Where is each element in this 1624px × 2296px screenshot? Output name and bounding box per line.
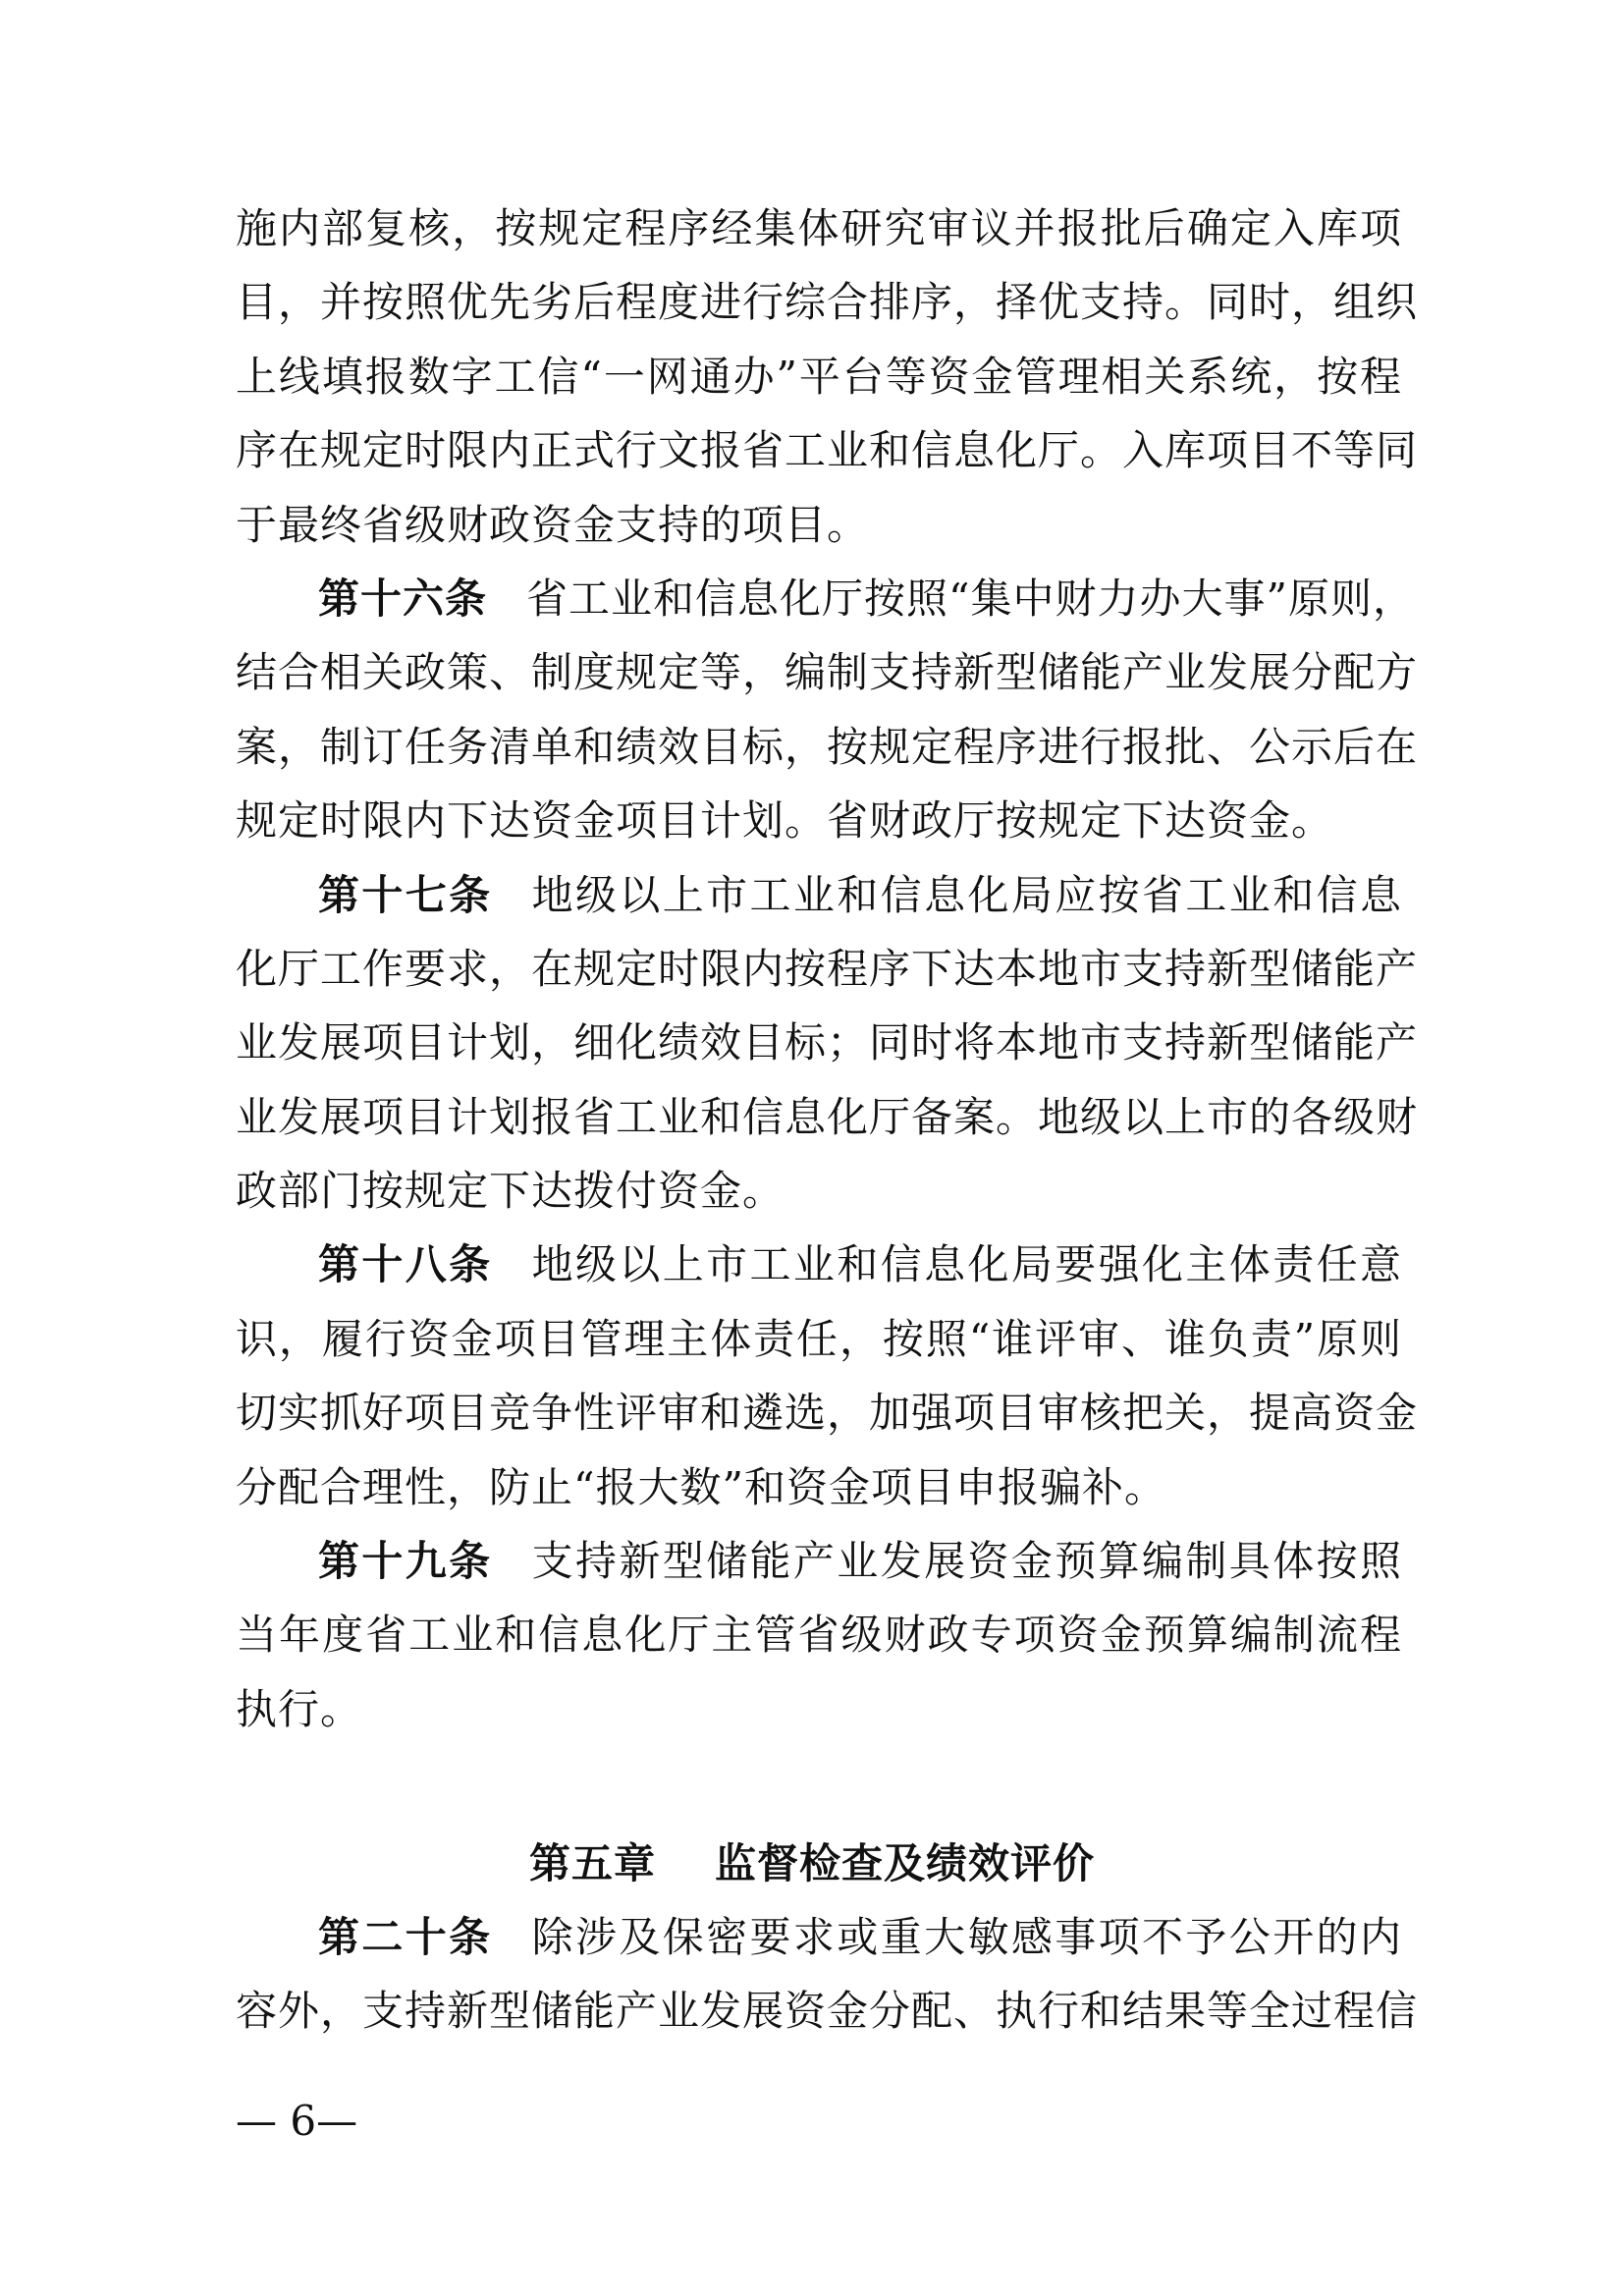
article-17-text: 地级以上市工业和信息化局应按省工业和信息 — [531, 870, 1402, 919]
text-line: 规定时限内下达资金项目计划。省财政厅按规定下达资金。 — [236, 796, 1334, 846]
article-20-text: 除涉及保密要求或重大敏感事项不予公开的内 — [531, 1913, 1402, 1961]
text-line: 当年度省工业和信息化厅主管省级财政专项资金预算编制流程 — [236, 1611, 1402, 1660]
article-16-text: 省工业和信息化厅按照“集中财力办大事”原则， — [526, 574, 1415, 623]
text-line: 业发展项目计划报省工业和信息化厅备案。地级以上市的各级财 — [236, 1092, 1419, 1141]
text-line: 于最终省级财政资金支持的项目。 — [236, 500, 870, 549]
text-line: 案，制订任务清单和绩效目标，按规定程序进行报批、公示后在 — [236, 722, 1419, 771]
lower-body-text — [236, 1900, 1419, 2049]
page-number: — 6— — [236, 2097, 358, 2145]
article-17-first-line — [236, 858, 1402, 932]
text-line: 识，履行资金项目管理主体责任，按照“谁评审、谁负责”原则 — [236, 1314, 1402, 1363]
article-17-label: 第十七条 — [318, 870, 493, 919]
text-line: 执行。 — [236, 1684, 363, 1733]
text-line: 施内部复核，按规定程序经集体研究审议并报批后确定入库项 — [236, 204, 1402, 252]
text-line: 分配合理性，防止“报大数”和资金项目申报骗补。 — [236, 1462, 1166, 1511]
article-16-first-line — [236, 562, 1415, 635]
chapter-number: 第五章 — [528, 1839, 656, 1887]
article-20-label: 第二十条 — [318, 1913, 493, 1961]
article-16-label: 第十六条 — [318, 574, 488, 623]
text-line: 容外，支持新型储能产业发展资金分配、执行和结果等全过程信 — [236, 1987, 1419, 2036]
article-18-first-line — [236, 1228, 1402, 1301]
text-line: 化厅工作要求，在规定时限内按程序下达本地市支持新型储能产 — [236, 944, 1419, 993]
text-line: 目，并按照优先劣后程度进行综合排序，择优支持。同时，组织 — [236, 278, 1419, 327]
article-18-label: 第十八条 — [318, 1240, 493, 1289]
text-line: 政部门按规定下达拨付资金。 — [236, 1167, 785, 1216]
article-18-text: 地级以上市工业和信息化局要强化主体责任意 — [531, 1240, 1402, 1289]
article-19-label: 第十九条 — [318, 1537, 493, 1586]
text-line: 序在规定时限内正式行文报省工业和信息化厅。入库项目不等同 — [236, 426, 1419, 475]
article-19-text: 支持新型储能产业发展资金预算编制具体按照 — [531, 1537, 1402, 1586]
text-line: 上线填报数字工信“一网通办”平台等资金管理相关系统，按程 — [236, 352, 1402, 401]
article-19-first-line — [236, 1524, 1402, 1598]
chapter-title-text: 监督检查及绩效评价 — [715, 1839, 1096, 1887]
upper-body-text — [236, 191, 1419, 1746]
article-20-first-line — [236, 1900, 1402, 1974]
text-line: 结合相关政策、制度规定等，编制支持新型储能产业发展分配方 — [236, 648, 1419, 697]
chapter-heading — [0, 1827, 1624, 1900]
text-line: 业发展项目计划，细化绩效目标；同时将本地市支持新型储能产 — [236, 1018, 1419, 1067]
text-line: 切实抓好项目竞争性评审和遴选，加强项目审核把关，提高资金 — [236, 1389, 1419, 1438]
